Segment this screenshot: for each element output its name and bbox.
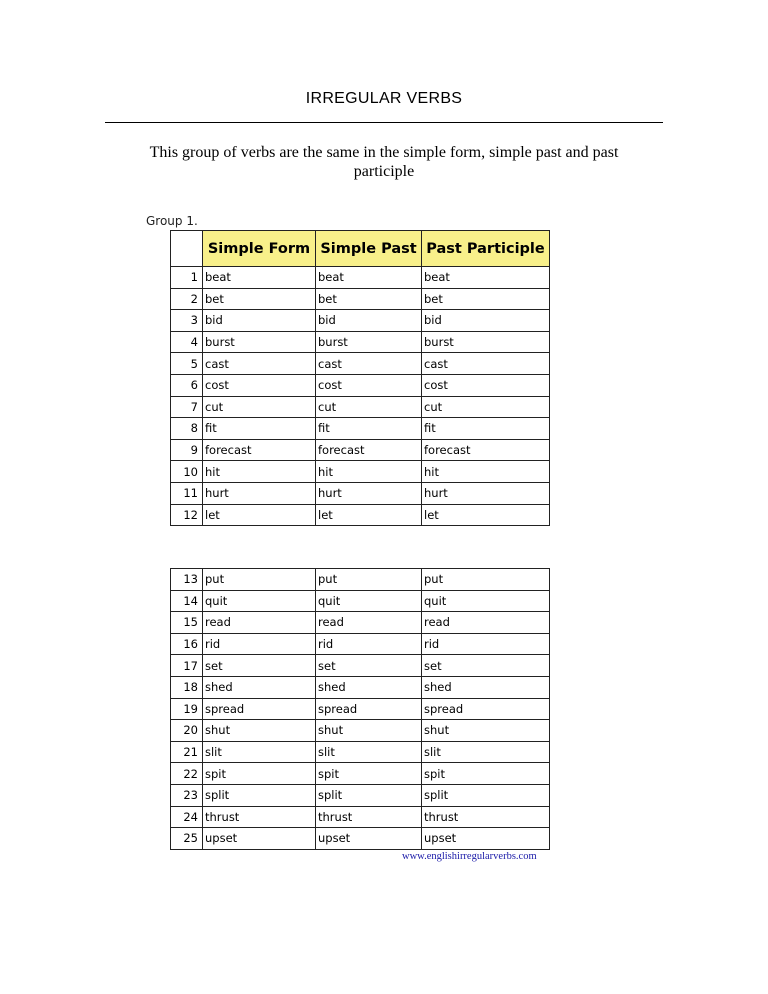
row-number: 8 (171, 418, 203, 440)
past-participle-cell: beat (422, 267, 550, 289)
simple-past-cell: put (316, 569, 422, 591)
simple-past-cell: slit (316, 741, 422, 763)
page-title: IRREGULAR VERBS (305, 90, 463, 107)
table-row (171, 374, 550, 396)
row-number: 1 (171, 267, 203, 289)
row-number: 19 (171, 698, 203, 720)
table-row (171, 741, 550, 763)
past-participle-cell: read (422, 612, 550, 634)
row-number: 18 (171, 676, 203, 698)
table-row (171, 267, 550, 289)
past-participle-cell: hurt (422, 482, 550, 504)
table-row (171, 504, 550, 526)
row-number: 12 (171, 504, 203, 526)
simple-form-cell: fit (203, 418, 316, 440)
source-url: www.englishirregularverbs.com (402, 851, 537, 862)
row-number: 9 (171, 439, 203, 461)
simple-past-cell: quit (316, 590, 422, 612)
table-row (171, 828, 550, 850)
group-label: Group 1. (146, 214, 198, 228)
table-row (171, 633, 550, 655)
simple-form-cell: bid (203, 310, 316, 332)
simple-past-cell: set (316, 655, 422, 677)
simple-form-cell: cost (203, 374, 316, 396)
row-number: 25 (171, 828, 203, 850)
simple-past-cell: thrust (316, 806, 422, 828)
row-number: 17 (171, 655, 203, 677)
simple-past-cell: upset (316, 828, 422, 850)
table-row (171, 353, 550, 375)
past-participle-cell: forecast (422, 439, 550, 461)
simple-past-cell: rid (316, 633, 422, 655)
simple-form-cell: forecast (203, 439, 316, 461)
past-participle-cell: spit (422, 763, 550, 785)
row-number: 6 (171, 374, 203, 396)
row-number: 13 (171, 569, 203, 591)
row-number: 10 (171, 461, 203, 483)
table-row (171, 655, 550, 677)
table-row (171, 784, 550, 806)
simple-form-cell: quit (203, 590, 316, 612)
simple-form-cell: cast (203, 353, 316, 375)
simple-form-cell: rid (203, 633, 316, 655)
past-participle-cell: hit (422, 461, 550, 483)
row-number: 5 (171, 353, 203, 375)
row-number: 14 (171, 590, 203, 612)
past-participle-cell: slit (422, 741, 550, 763)
header-simple-form: Simple Form (203, 231, 316, 267)
row-number: 11 (171, 482, 203, 504)
simple-form-cell: set (203, 655, 316, 677)
table-row (171, 676, 550, 698)
simple-form-cell: slit (203, 741, 316, 763)
table-row (171, 461, 550, 483)
past-participle-cell: shed (422, 676, 550, 698)
simple-form-cell: cut (203, 396, 316, 418)
table-row (171, 418, 550, 440)
past-participle-cell: spread (422, 698, 550, 720)
simple-past-cell: split (316, 784, 422, 806)
row-number: 7 (171, 396, 203, 418)
past-participle-cell: bid (422, 310, 550, 332)
simple-form-cell: bet (203, 288, 316, 310)
past-participle-cell: quit (422, 590, 550, 612)
table-row (171, 612, 550, 634)
table-row (171, 720, 550, 742)
simple-form-cell: hit (203, 461, 316, 483)
row-number: 24 (171, 806, 203, 828)
row-number: 22 (171, 763, 203, 785)
row-number: 21 (171, 741, 203, 763)
simple-form-cell: beat (203, 267, 316, 289)
simple-form-cell: split (203, 784, 316, 806)
past-participle-cell: cast (422, 353, 550, 375)
past-participle-cell: cost (422, 374, 550, 396)
table-row (171, 288, 550, 310)
table-row (171, 331, 550, 353)
simple-form-cell: thrust (203, 806, 316, 828)
row-number: 20 (171, 720, 203, 742)
header-past-participle: Past Participle (422, 231, 550, 267)
past-participle-cell: rid (422, 633, 550, 655)
header-row (171, 231, 550, 267)
past-participle-cell: split (422, 784, 550, 806)
past-participle-cell: cut (422, 396, 550, 418)
simple-past-cell: shut (316, 720, 422, 742)
simple-past-cell: cast (316, 353, 422, 375)
simple-form-cell: shut (203, 720, 316, 742)
simple-form-cell: hurt (203, 482, 316, 504)
past-participle-cell: set (422, 655, 550, 677)
simple-form-cell: upset (203, 828, 316, 850)
row-number: 4 (171, 331, 203, 353)
row-number: 23 (171, 784, 203, 806)
past-participle-cell: thrust (422, 806, 550, 828)
table-row (171, 439, 550, 461)
simple-past-cell: bid (316, 310, 422, 332)
simple-past-cell: shed (316, 676, 422, 698)
row-number: 3 (171, 310, 203, 332)
simple-past-cell: read (316, 612, 422, 634)
title-rule (105, 122, 663, 123)
past-participle-cell: burst (422, 331, 550, 353)
table-row (171, 310, 550, 332)
simple-past-cell: spread (316, 698, 422, 720)
table-row (171, 396, 550, 418)
table-row (171, 763, 550, 785)
row-number: 16 (171, 633, 203, 655)
table-row (171, 590, 550, 612)
simple-form-cell: shed (203, 676, 316, 698)
simple-past-cell: burst (316, 331, 422, 353)
row-number: 2 (171, 288, 203, 310)
header-simple-past: Simple Past (316, 231, 422, 267)
simple-past-cell: beat (316, 267, 422, 289)
simple-past-cell: let (316, 504, 422, 526)
simple-form-cell: let (203, 504, 316, 526)
simple-past-cell: cost (316, 374, 422, 396)
past-participle-cell: fit (422, 418, 550, 440)
verb-table-part-2 (170, 568, 550, 850)
table-row (171, 698, 550, 720)
past-participle-cell: upset (422, 828, 550, 850)
simple-past-cell: spit (316, 763, 422, 785)
past-participle-cell: shut (422, 720, 550, 742)
table-row (171, 806, 550, 828)
simple-past-cell: hit (316, 461, 422, 483)
past-participle-cell: bet (422, 288, 550, 310)
simple-past-cell: cut (316, 396, 422, 418)
simple-past-cell: bet (316, 288, 422, 310)
simple-form-cell: read (203, 612, 316, 634)
simple-form-cell: spread (203, 698, 316, 720)
past-participle-cell: put (422, 569, 550, 591)
table-row (171, 569, 550, 591)
past-participle-cell: let (422, 504, 550, 526)
simple-past-cell: fit (316, 418, 422, 440)
table-row (171, 482, 550, 504)
simple-form-cell: burst (203, 331, 316, 353)
simple-form-cell: spit (203, 763, 316, 785)
simple-past-cell: forecast (316, 439, 422, 461)
intro-paragraph: This group of verbs are the same in the simple form, simple past and past participle (149, 144, 619, 180)
verb-table-part-1 (170, 230, 550, 526)
row-number: 15 (171, 612, 203, 634)
simple-form-cell: put (203, 569, 316, 591)
simple-past-cell: hurt (316, 482, 422, 504)
header-number-cell (171, 231, 203, 267)
